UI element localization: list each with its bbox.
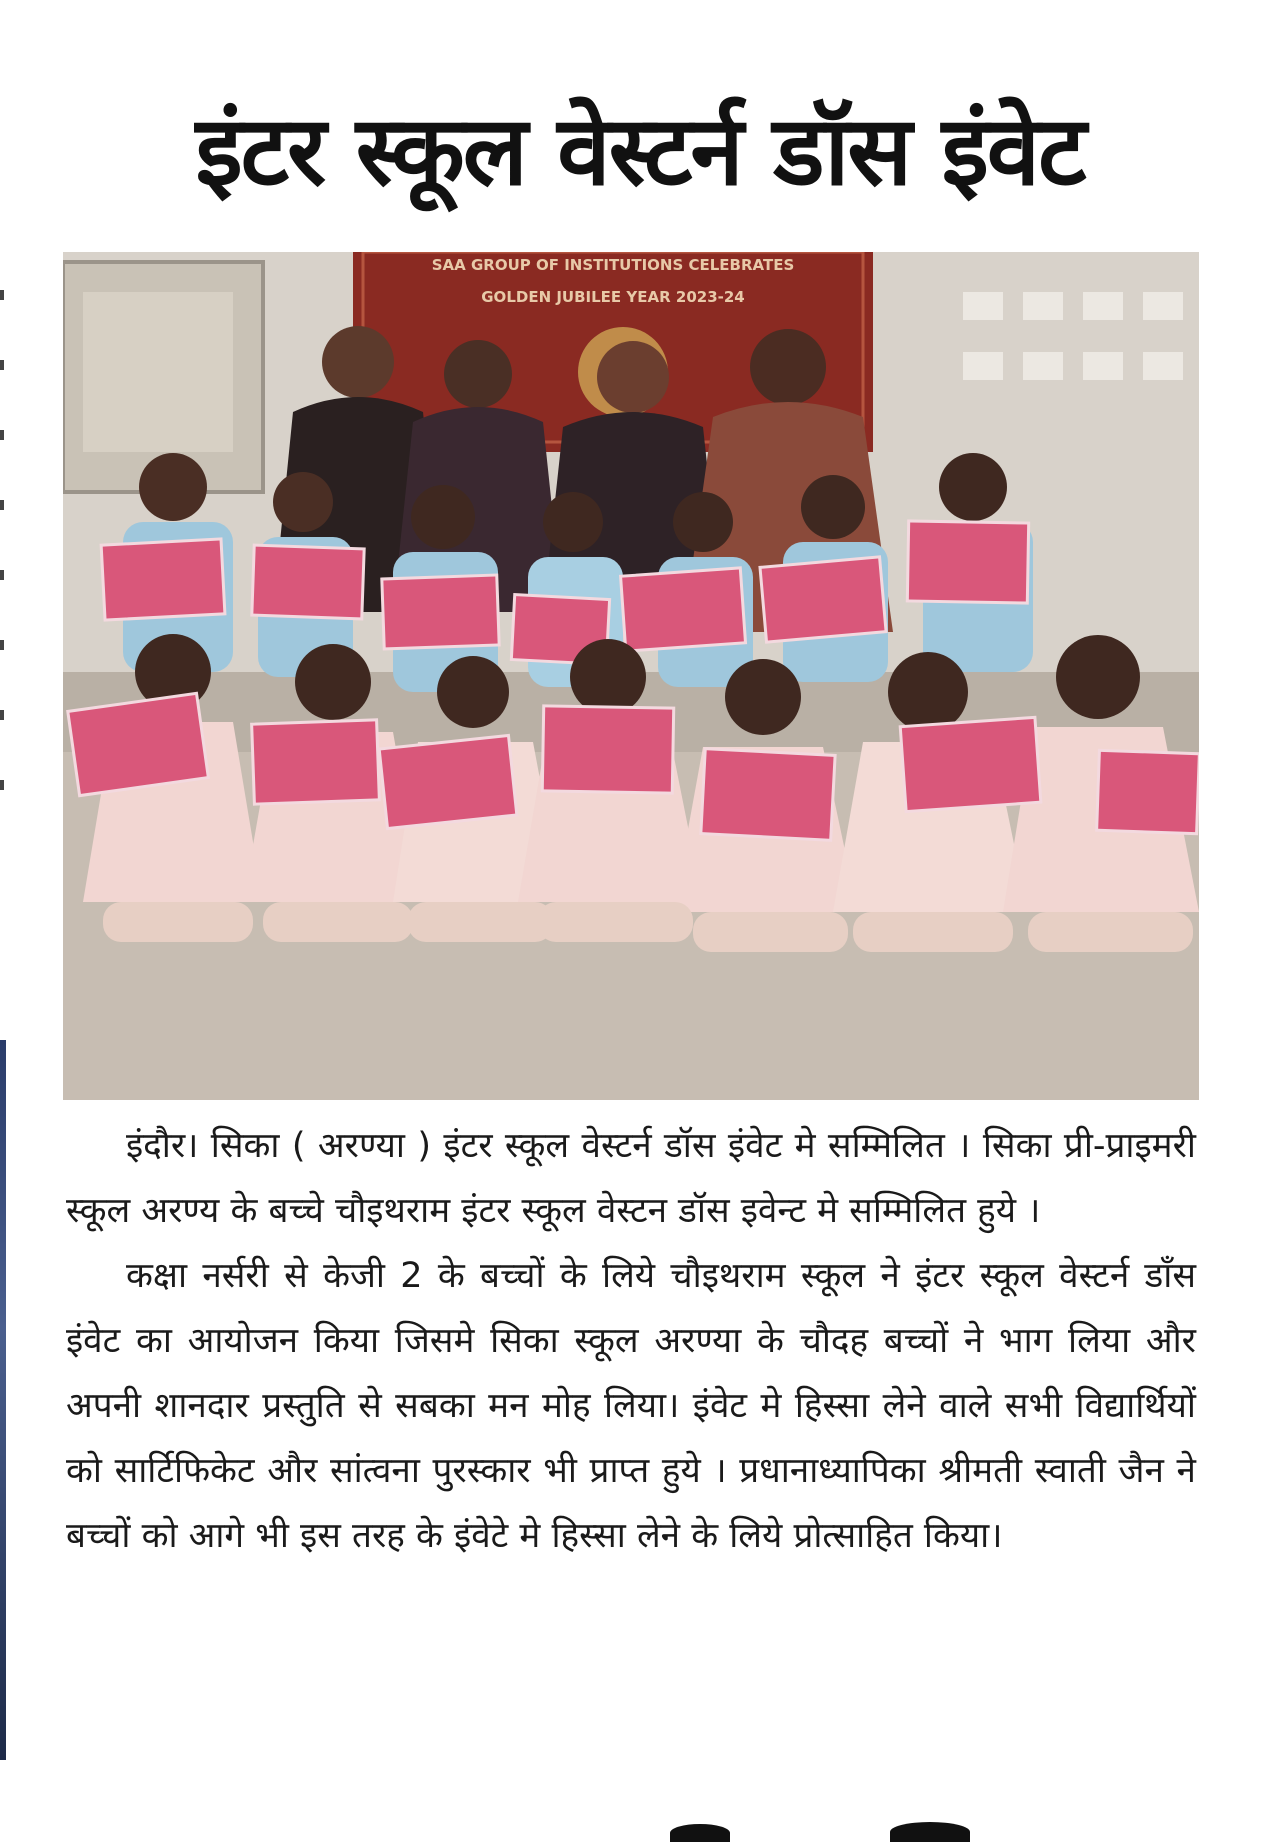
headline: इंटर स्कूल वेस्टर्न डॉस इंवेट	[195, 95, 1085, 207]
article-body	[66, 1114, 1196, 1569]
article-paragraph-1: इंदौर। सिका ( अरण्या ) इंटर स्कूल वेस्टर्न डॉस इंवेट मे सम्मिलित । सिका प्री-प्राइमरी स्कूल अरण्य के बच्चे चौइथराम इंटर स्कूल वेस्टन डॉस इवेन्ट मे सम्मिलित हुये ।	[66, 1126, 1196, 1231]
adjacent-clipping-edge	[0, 1040, 6, 1760]
group-photo-icon	[63, 252, 1199, 1100]
news-photo	[63, 252, 1199, 1100]
banner-text-2: GOLDEN JUBILEE YEAR 2023-24	[481, 288, 745, 306]
next-article-fragment	[640, 1820, 1000, 1842]
page-edge-marks	[0, 290, 6, 890]
article-paragraph-2: कक्षा नर्सरी से केजी 2 के बच्चों के लिये चौइथराम स्कूल ने इंटर स्कूल वेस्टर्न डाँस इंवेट का आयोजन किया जिसमे सिका स्कूल अरण्या के चौदह बच्चों ने भाग लिया और अपनी शानदार प्रस्तुति से सबका मन मोह लिया। इंवेट मे हिस्सा लेने वाले सभी विद्यार्थियों को सार्टिफिकेट और सांत्वना पुरस्कार भी प्राप्त हुये । प्रधानाध्यापिका श्रीमती स्वाती जैन ने बच्चों को आगे भी इस तरह के इंवेटे मे हिस्सा लेने के लिये प्रोत्साहित किया।	[66, 1256, 1196, 1556]
banner-text-1: SAA GROUP OF INSTITUTIONS CELEBRATES	[431, 256, 795, 274]
